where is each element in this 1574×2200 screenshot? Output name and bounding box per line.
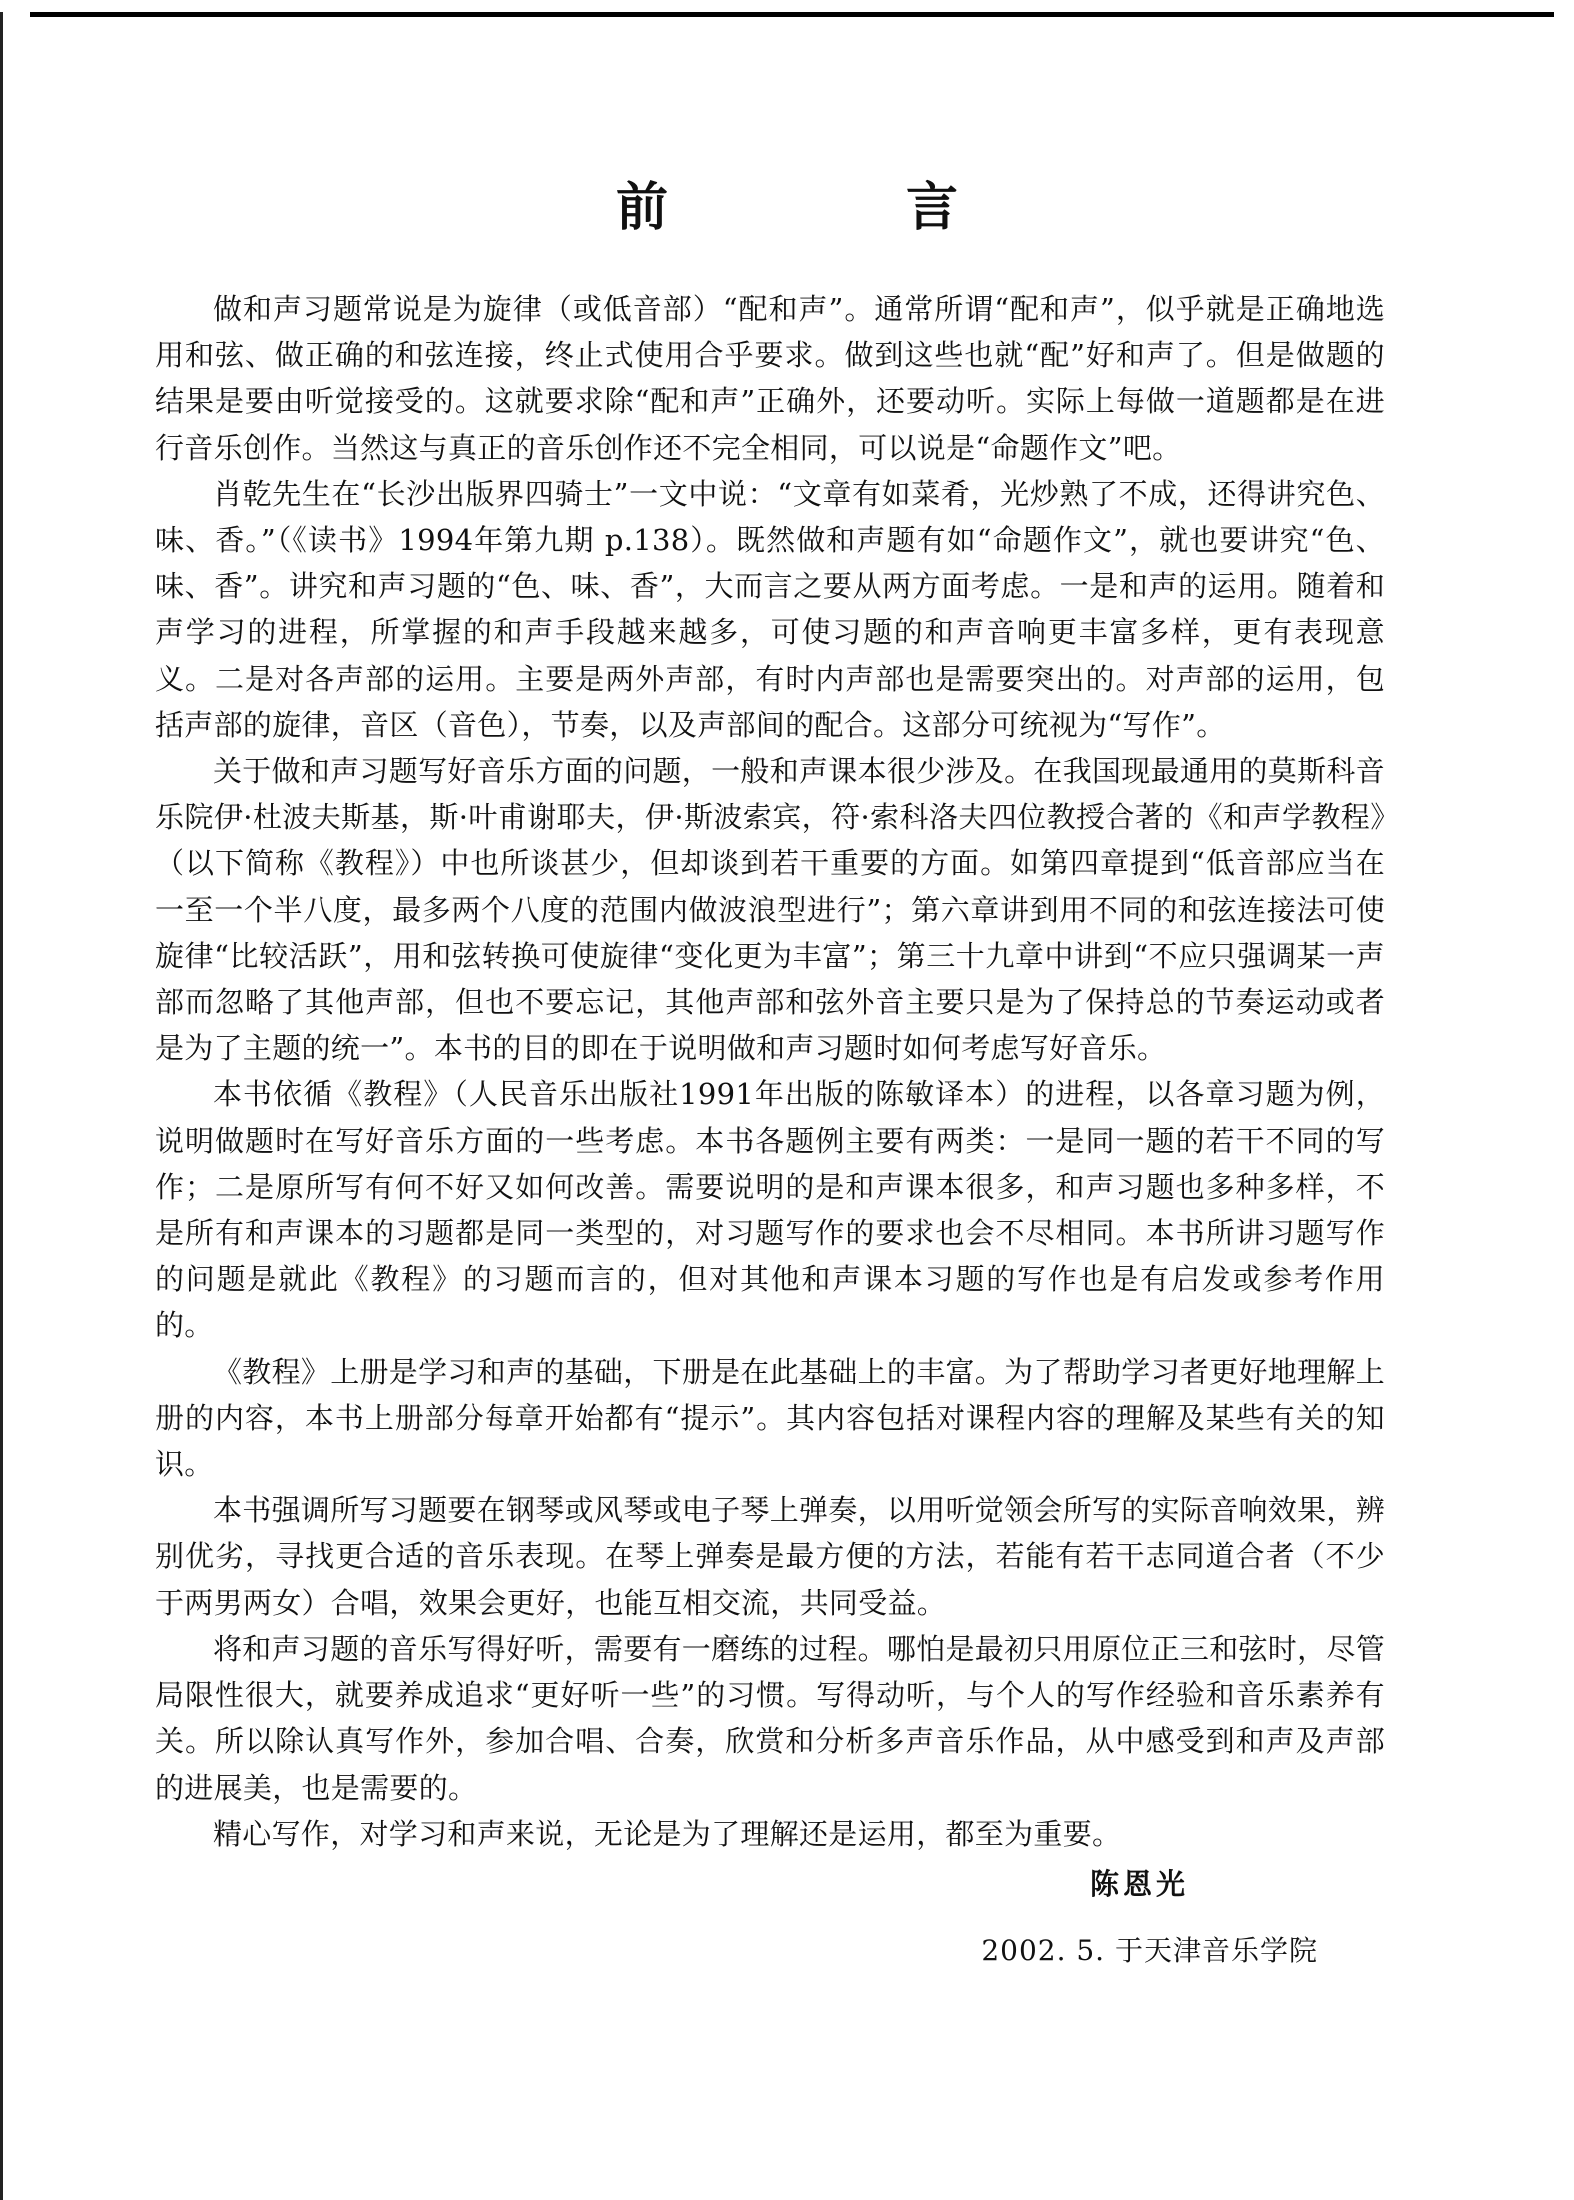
paragraph: 本书强调所写习题要在钢琴或风琴或电子琴上弹奏，以用听觉领会所写的实际音响效果，辨别优劣，寻找更合适的音乐表现。在琴上弹奏是最方便的方法，若能有若干志同道合者（不少于两男两女）合唱，效果会更好，也能互相交流，共同受益。 <box>155 1493 1386 1620</box>
paragraph: 本书依循《教程》（人民音乐出版社1991年出版的陈敏译本）的进程，以各章习题为例，说明做题时在写好音乐方面的一些考虑。本书各题例主要有两类：一是同一题的若干不同的写作；二是原所写有何不好又如何改善。需要说明的是和声课本很多，和声习题也多种多样，不是所有和声课本的习题都是同一类型的，对习题写作的要求也会不尽相同。本书所讲习题写作的问题是就此《教程》的习题而言的，但对其他和声课本习题的写作也是有启发或参考作用的。 <box>155 1077 1385 1343</box>
header-rule <box>30 12 1554 17</box>
paragraph: 将和声习题的音乐写得好听，需要有一磨练的过程。哪怕是最初只用原位正三和弦时，尽管局限性很大，就要养成追求“更好听一些”的习惯。写得动听，与个人的写作经验和音乐素养有关。所以除认真写作外，参加合唱、合奏，欣赏和分析多声音乐作品，从中感受到和声及声部的进展美，也是需要的。 <box>155 1631 1386 1805</box>
author-signature: 陈恩光 <box>1089 1867 1189 1901</box>
paragraph: 肖乾先生在“长沙出版界四骑士”一文中说：“文章有如菜肴，光炒熟了不成，还得讲究色、味、香。”（《读书》1994年第九期 p.138）。既然做和声题有如“命题作文”，就也要讲究“色、味、香”。讲究和声习题的“色、味、香”，大而言之要从两方面考虑。一是和声的运用。随着和声学习的进程，所掌握的和声手段越来越多，可使习题的和声音响更丰富多样，更有表现意义。二是对各声部的运用。主要是两外声部，有时内声部也是需要突出的。对声部的运用，包括声部的旋律，音区（音色），节奏，以及声部间的配合。这部分可统视为“写作”。 <box>155 476 1385 742</box>
page-title: 前 言 <box>615 177 1069 238</box>
page-edge <box>0 12 3 2200</box>
paragraph: 精心写作，对学习和声来说，无论是为了理解还是运用，都至为重要。 <box>213 1816 1122 1851</box>
paragraph: 做和声习题常说是为旋律（或低音部）“配和声”。通常所谓“配和声”，似乎就是正确地选用和弦、做正确的和弦连接，终止式使用合乎要求。做到这些也就“配”好和声了。但是做题的结果是要由听觉接受的。这就要求除“配和声”正确外，还要动听。实际上每做一道题都是在进行音乐创作。当然这与真正的音乐创作还不完全相同，可以说是“命题作文”吧。 <box>155 292 1385 465</box>
dateline: 2002. 5. 于天津音乐学院 <box>981 1934 1318 1967</box>
paragraph: 关于做和声习题写好音乐方面的问题，一般和声课本很少涉及。在我国现最通用的莫斯科音乐院伊·杜波夫斯基，斯·叶甫谢耶夫，伊·斯波索宾，符·索科洛夫四位教授合著的《和声学教程》（以下简称《教程》）中也所谈甚少，但却谈到若干重要的方面。如第四章提到“低音部应当在一至一个半八度，最多两个八度的范围内做波浪型进行”；第六章讲到用不同的和弦连接法可使旋律“比较活跃”，用和弦转换可使旋律“变化更为丰富”；第三十九章中讲到“不应只强调某一声部而忽略了其他声部，但也不要忘记，其他声部和弦外音主要只是为了保持总的节奏运动或者是为了主题的统一”。本书的目的即在于说明做和声习题时如何考虑写好音乐。 <box>155 754 1386 1066</box>
paragraph: 《教程》上册是学习和声的基础，下册是在此基础上的丰富。为了帮助学习者更好地理解上册的内容，本书上册部分每章开始都有“提示”。其内容包括对课程内容的理解及某些有关的知识。 <box>155 1354 1386 1482</box>
preface-body <box>155 286 1385 1857</box>
